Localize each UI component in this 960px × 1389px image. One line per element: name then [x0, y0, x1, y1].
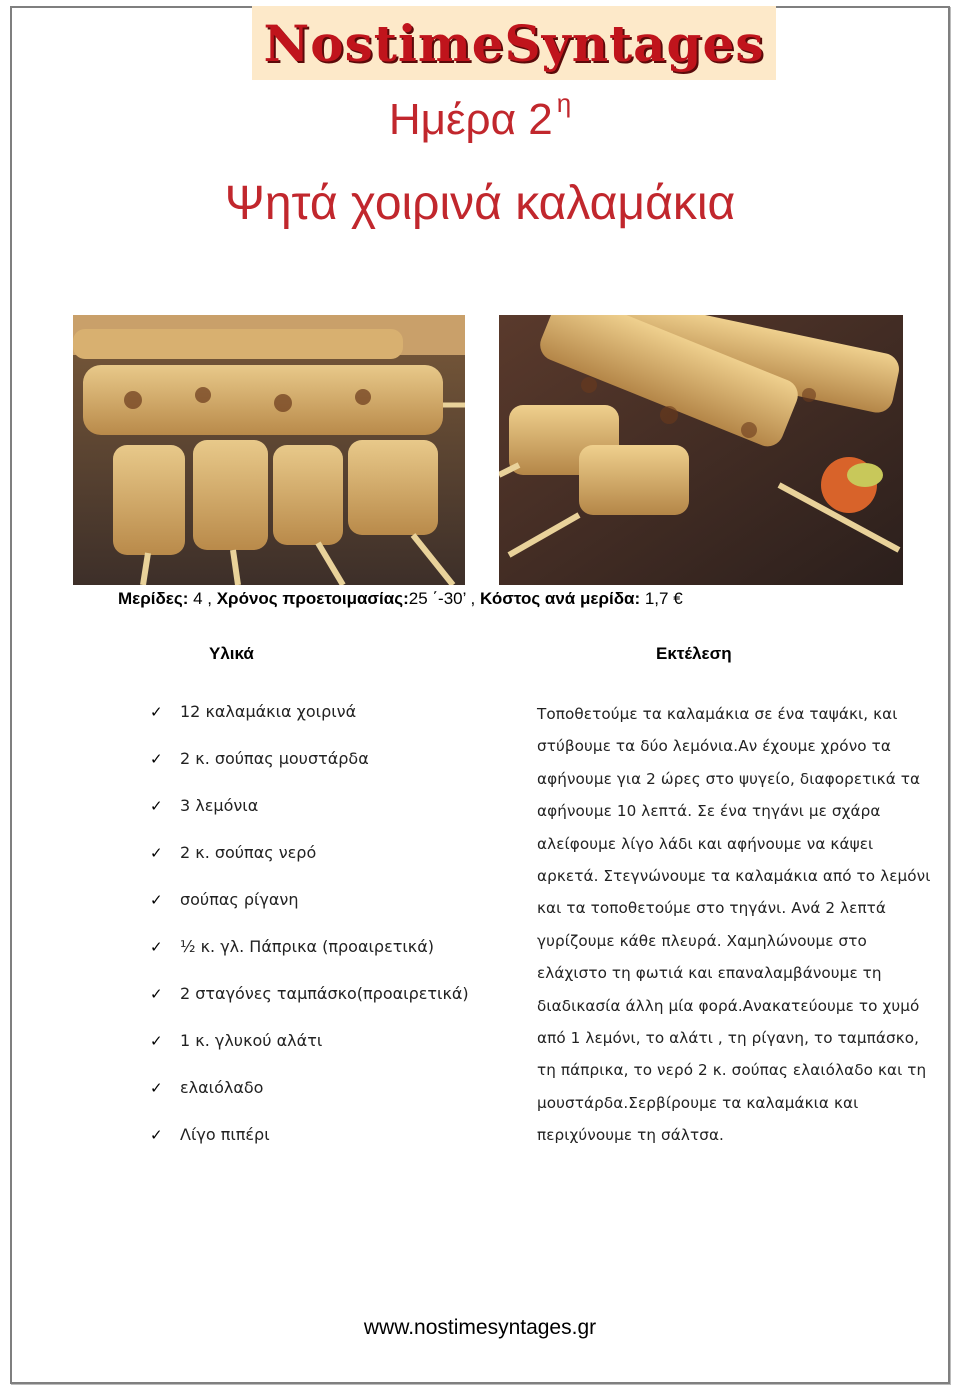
- list-item: ✓ σούπας ρίγανη: [150, 886, 469, 933]
- checkmark-icon: ✓: [150, 797, 163, 815]
- list-item: ✓ 2 σταγόνες ταμπάσκο(προαιρετικά): [150, 980, 469, 1027]
- recipe-photo-left: [73, 315, 465, 585]
- checkmark-icon: ✓: [150, 750, 163, 768]
- checkmark-icon: ✓: [150, 844, 163, 862]
- list-item: ✓ 3 λεμόνια: [150, 792, 469, 839]
- recipe-meta: Μερίδες: 4 , Χρόνος προετοιμασίας:25 ΄-30’ , Κόστος ανά μερίδα: 1,7 €: [118, 589, 683, 608]
- checkmark-icon: ✓: [150, 1032, 163, 1050]
- checkmark-icon: ✓: [150, 1079, 163, 1097]
- footer-link[interactable]: www.nostimesyntages.gr: [363, 1316, 597, 1339]
- recipe-title: Ψητά χοιρινά καλαμάκια: [224, 177, 736, 230]
- list-item: ✓ 12 καλαμάκια χοιρινά: [150, 698, 469, 745]
- execution-heading: Εκτέλεση: [656, 644, 732, 663]
- checkmark-icon: ✓: [150, 1126, 163, 1144]
- list-item: ✓ ½ κ. γλ. Πάπρικα (προαιρετικά): [150, 933, 469, 980]
- site-logo[interactable]: [252, 6, 776, 80]
- checkmark-icon: ✓: [150, 703, 163, 721]
- list-item: ✓ Λίγο πιπέρι: [150, 1121, 469, 1168]
- ingredients-heading: Υλικά: [209, 644, 254, 663]
- logo-text: NostimeSyntages: [263, 13, 765, 73]
- execution-text: Τοποθετούμε τα καλαμάκια σε ένα ταψάκι, και στύβουμε τα δύο λεμόνια.Αν έχουμε χρόνο τα αφήνουμε για 2 ώρες στο ψυγείο, διαφορετικά τα αφήνουμε 10 λεπτά. Σε ένα τηγάνι με σχάρα αλείφουμε λίγο λάδι και αφήνουμε να κάψει αρκετά. Στεγνώνουμε τα καλαμάκια από το λεμόνι και τα τοποθετούμε στο τηγάνι. Ανά 2 λεπτά γυρίζουμε κάθε πλευρά. Χαμηλώνουμε στο ελάχιστο τη φωτιά και επαναλαμβάνουμε τη διαδικασία άλλη μία φορά.Ανακατεύουμε το χυμό από 1 λεμόνι, το αλάτι , τη ρίγανη, το ταμπάσκο, τη πάπρικα, το νερό 2 κ. σούπας ελαιόλαδο και τη μουστάρδα.Σερβίρουμε τα καλαμάκια και περιχύνουμε τη σάλτσα.: [537, 705, 931, 1145]
- checkmark-icon: ✓: [150, 891, 163, 909]
- day-heading: Ημέρα 2 $^\eta$: [388, 88, 572, 144]
- day-superscript: η: [556, 88, 572, 118]
- list-item: ✓ 2 κ. σούπας νερό: [150, 839, 469, 886]
- recipe-photo-right: [499, 315, 903, 585]
- ingredients-list: [150, 698, 469, 1168]
- list-item: ✓ 1 κ. γλυκού αλάτι: [150, 1027, 469, 1074]
- list-item: ✓ 2 κ. σούπας μουστάρδα: [150, 745, 469, 792]
- checkmark-icon: ✓: [150, 985, 163, 1003]
- checkmark-icon: ✓: [150, 938, 163, 956]
- list-item: ✓ ελαιόλαδο: [150, 1074, 469, 1121]
